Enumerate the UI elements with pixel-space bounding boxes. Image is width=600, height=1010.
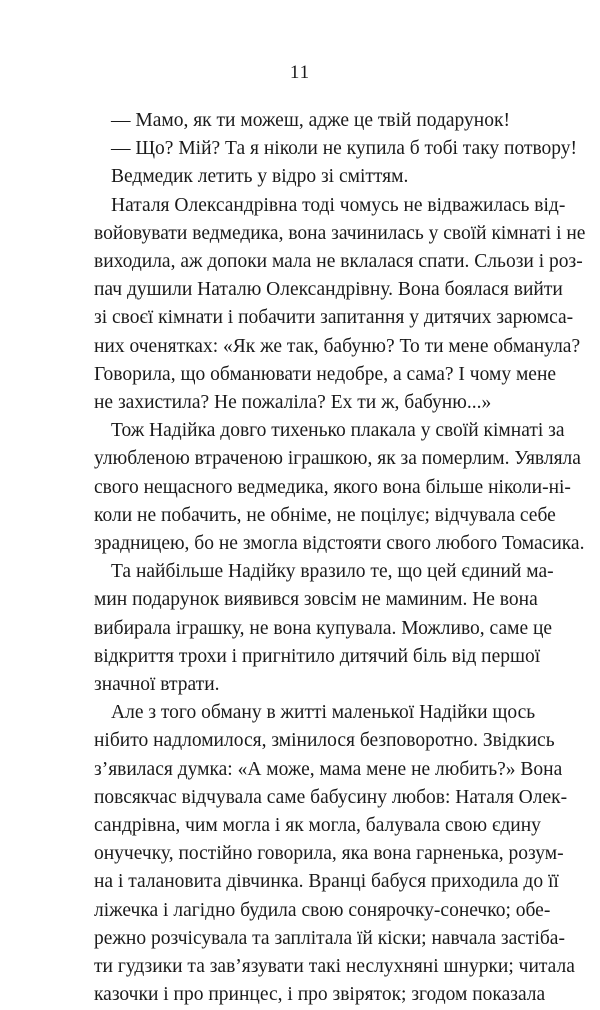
text-line: казочки і про принцес, і про звіряток; згодом показала bbox=[94, 984, 546, 1006]
text-line: коли не побачить, не обніме, не поцілує; відчувала себе bbox=[94, 504, 556, 526]
text-line: Але з того обману в житті маленької Надійки щось bbox=[111, 702, 536, 724]
paragraph bbox=[94, 192, 586, 418]
text-line: — Що? Мій? Та я ніколи не купила б тобі таку потвору! bbox=[111, 138, 578, 160]
text-line: значної втрати. bbox=[94, 674, 220, 696]
text-line: Та найбільше Надійку вразило те, що цей єдиний ма- bbox=[111, 561, 554, 583]
paragraph bbox=[94, 699, 575, 1009]
text-line: відкриття трохи і пригнітило дитячий біль від першої bbox=[94, 645, 541, 667]
paragraph bbox=[94, 417, 585, 558]
text-line: Ведмедик летить у відро зі сміттям. bbox=[111, 166, 409, 188]
text-line: — Мамо, як ти можеш, адже це твій подарунок! bbox=[111, 110, 510, 131]
text-line: Тож Надійка довго тихенько плакала у своїй кімнаті за bbox=[111, 420, 565, 442]
text-line: вибирала іграшку, не вона купувала. Можливо, саме це bbox=[94, 617, 553, 639]
paragraph bbox=[94, 135, 578, 163]
text-line: режно розчісувала та заплітала їй кіски; навчала застіба- bbox=[94, 927, 565, 949]
text-line: нібито надломилося, змінилося безповоротно. Звідкись bbox=[94, 730, 555, 752]
body-text bbox=[94, 107, 586, 1010]
text-line: зі своєї кімнати і побачити запитання у дитячих зарюмса- bbox=[94, 307, 574, 329]
text-line: ти гудзики та зав’язувати такі неслухняні шнурки; читала bbox=[94, 956, 575, 978]
paragraph bbox=[94, 163, 507, 191]
text-line: на і талановита дівчинка. Вранці бабуся приходила до її bbox=[94, 871, 559, 893]
text-line: Наталя Олександрівна тоді чомусь не відважилась від- bbox=[111, 194, 566, 216]
text-line: войовувати ведмедика, вона зачинилась у своїй кімнаті і не bbox=[94, 222, 586, 244]
text-line: не захистила? Не пожаліла? Ех ти ж, бабуню...» bbox=[94, 392, 492, 414]
text-line: сандрівна, чим могла і як могла, балувала свою єдину bbox=[94, 815, 541, 837]
page-number: 11 bbox=[289, 62, 311, 83]
paragraph bbox=[94, 558, 554, 699]
paragraph bbox=[94, 107, 510, 135]
text-line: онучечку, постійно говорила, яка вона гарненька, розум- bbox=[94, 843, 564, 865]
text-line: ліжечка і лагідно будила свою сонярочку-сонечко; обе- bbox=[94, 899, 551, 921]
text-line: них оченятках: «Як же так, бабуню? То ти мене обманула? bbox=[94, 335, 581, 357]
text-line: повсякчас відчувала саме бабусину любов: Наталя Олек- bbox=[94, 786, 568, 808]
text-line: виходила, аж допоки мала не вклалася спати. Сльози і роз- bbox=[94, 251, 583, 273]
text-line: свого нещасного ведмедика, якого вона більше ніколи-ні- bbox=[94, 476, 571, 498]
text-line: зрадницею, бо не змогла відстояти свого любого Томасика. bbox=[94, 533, 585, 555]
text-line: улюбленою втраченою іграшкою, як за померлим. Уявляла bbox=[94, 448, 581, 470]
text-line: мин подарунок виявився зовсім не маминим. Не вона bbox=[94, 589, 538, 611]
text-line: пач душили Наталю Олександрівну. Вона боялася вийти bbox=[94, 279, 563, 301]
text-line: з’явилася думка: «А може, мама мене не любить?» Вона bbox=[94, 758, 563, 780]
text-line: Говорила, що обманювати недобре, а сама? І чому мене bbox=[94, 363, 557, 385]
